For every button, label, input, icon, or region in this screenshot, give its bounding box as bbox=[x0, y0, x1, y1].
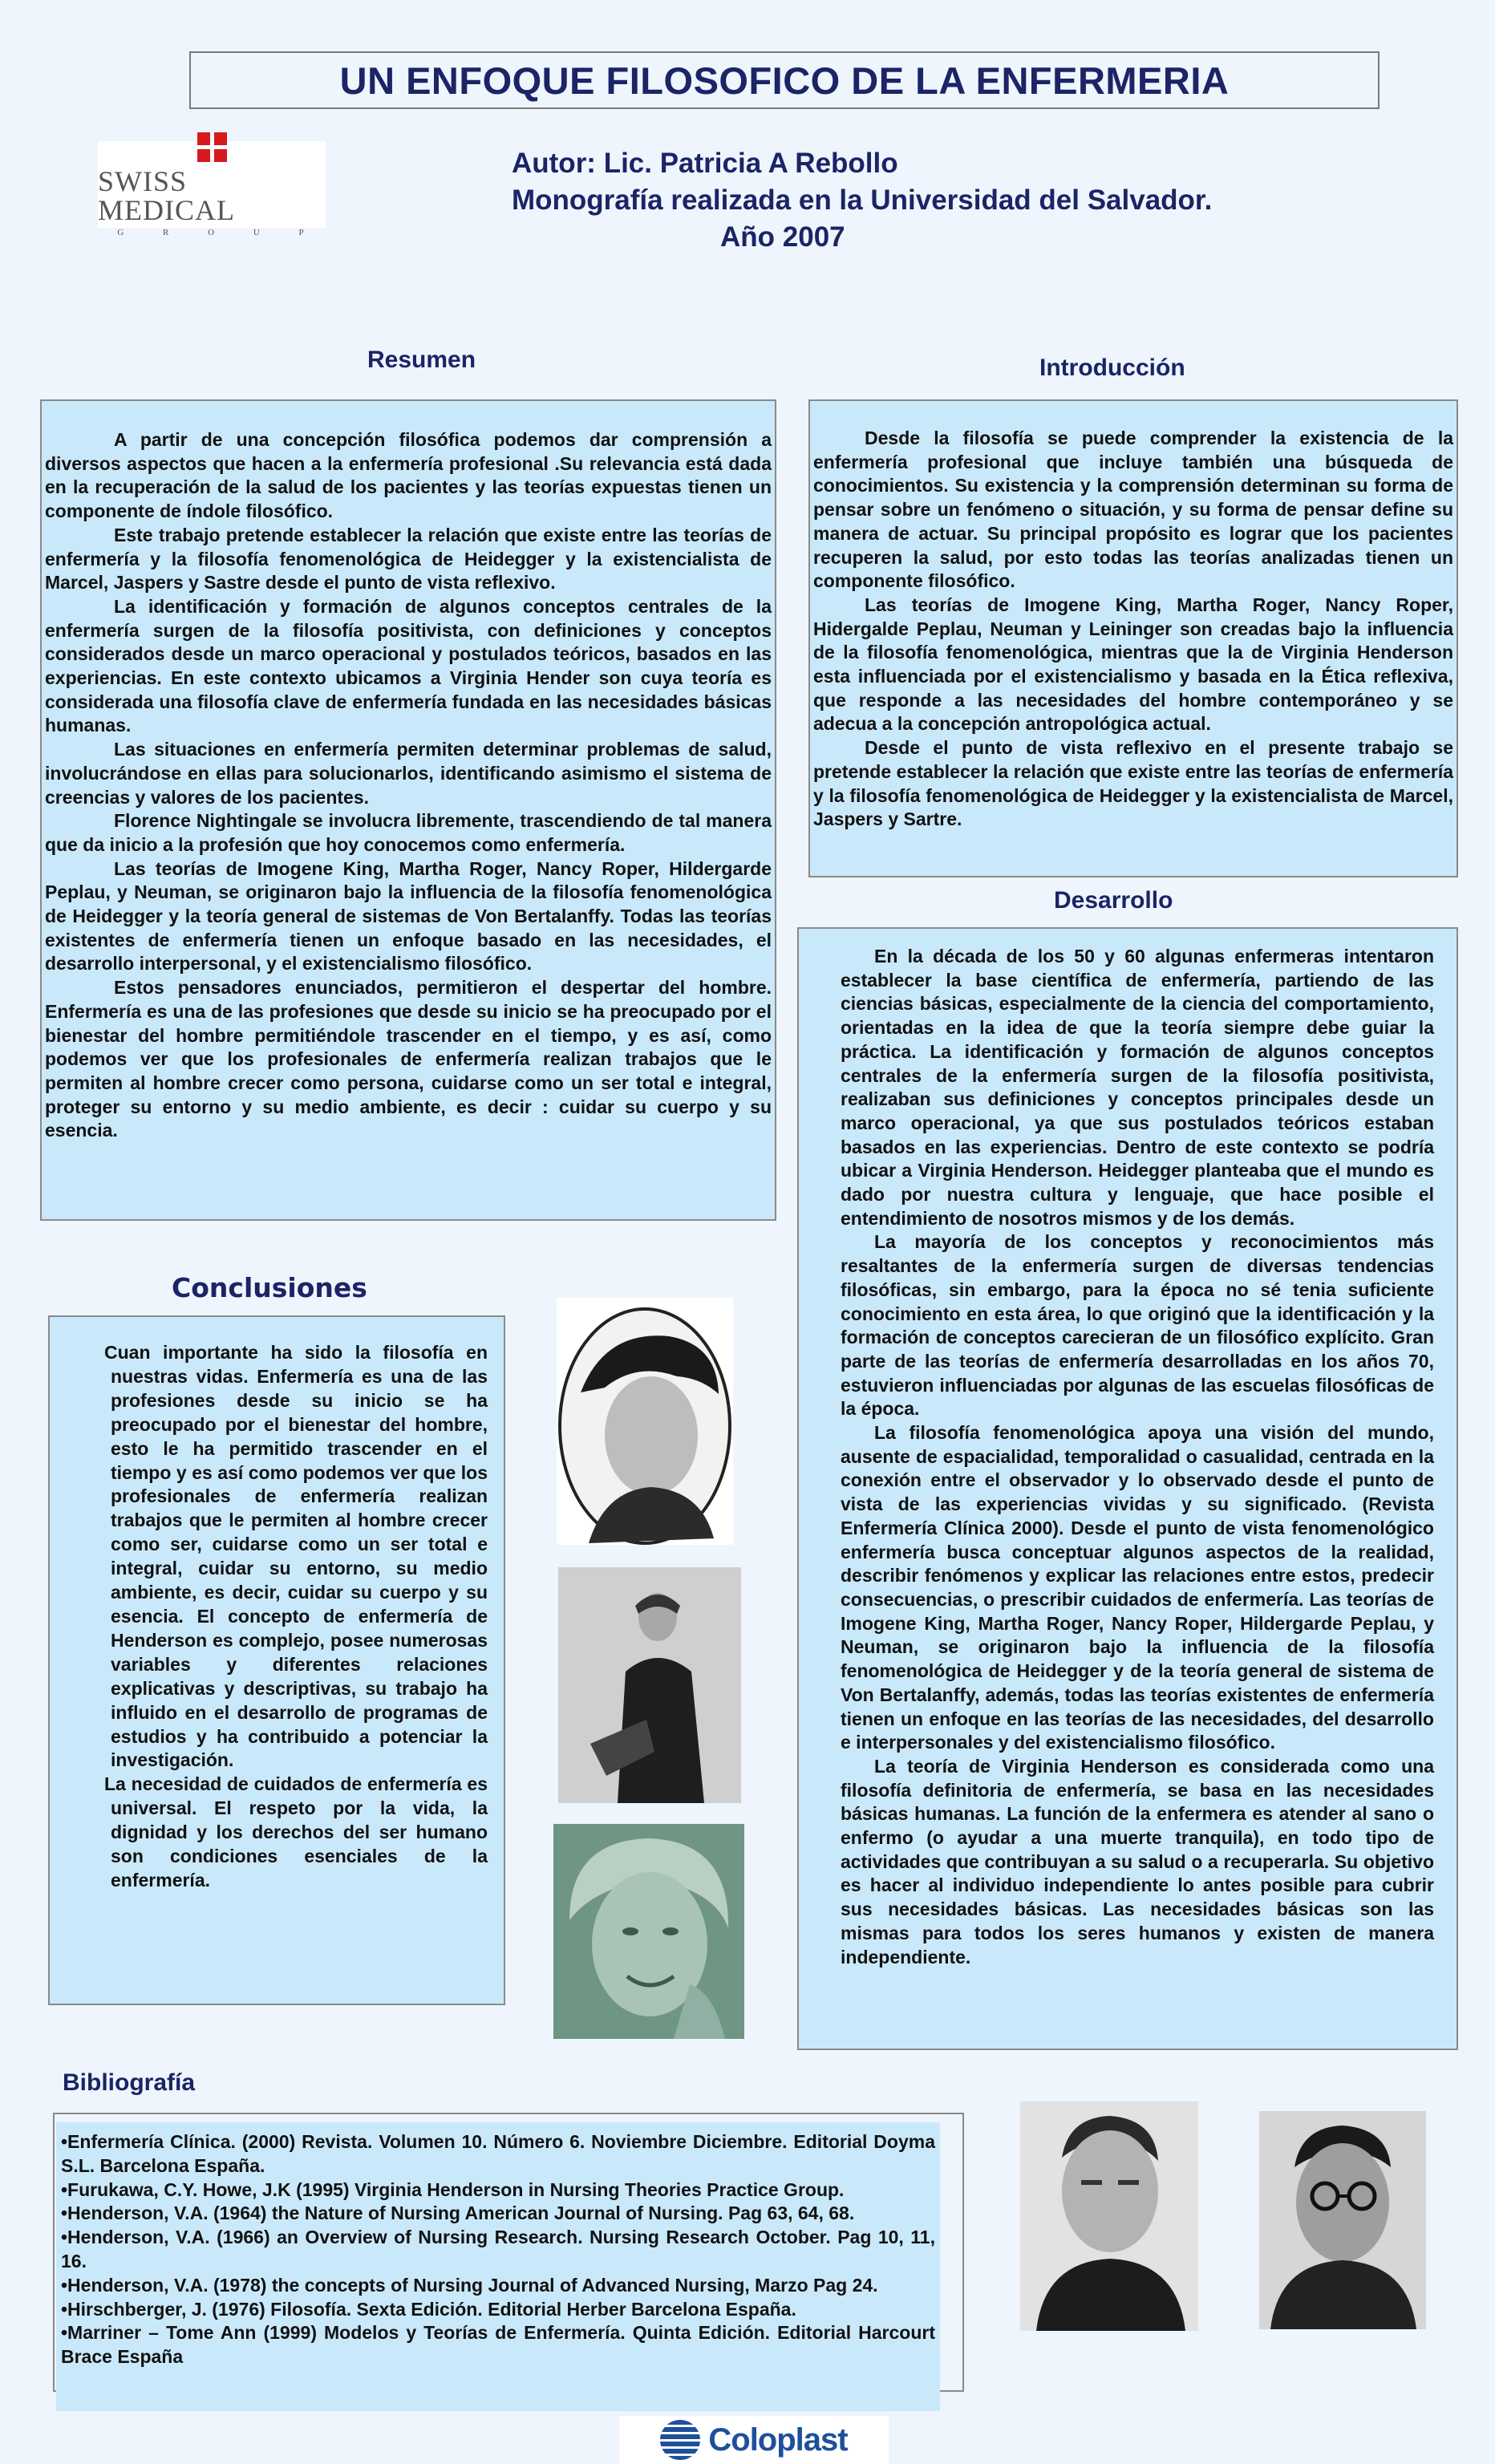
coloplast-wordmark: Coloplast bbox=[708, 2421, 848, 2458]
conclusiones-box bbox=[48, 1315, 505, 2005]
bibliografia-item: •Hirschberger, J. (1976) Filosofía. Sexta Edición. Editorial Herber Barcelona España. bbox=[61, 2298, 796, 2320]
introduccion-paragraph: Las teorías de Imogene King, Martha Roger, Nancy Roper, Hidergalde Peplau, Neuman y Leininger son creadas bajo la influencia de la filosofía fenomenológica, mientras que la de Virginia Henderson esta influenciada por el existencialismo y basada en la Ética reflexiva, que responde a las necesidades del hombre contemporáneo y se adecua a la concepción antropológica actual. bbox=[813, 594, 1453, 735]
resumen-paragraph: Florence Nightingale se involucra libremente, trascendiendo de tal manera que da inicio a la profesión que hoy conocemos como enfermería. bbox=[45, 810, 772, 855]
portrait-man-heidegger-icon bbox=[1020, 2101, 1198, 2331]
title-box bbox=[189, 51, 1380, 109]
desarrollo-paragraph: En la década de los 50 y 60 algunas enfermeras intentaron establecer la base científica de enfermería, partiendo de las ciencias básicas, especialmente de la ciencia del comportamiento, orientadas en la idea de que la teoría siempre debe guiar la práctica. La identificación y formación de algunos conceptos centrales de la enfermería surgen de la filosofía positivista, realizaban sus definiciones y conceptos principales desde un marco operacional, ya que sus postulados teóricos estaban basados en las experiencias. Dentro de este contexto se podría ubicar a Virginia Henderson. Heidegger planteaba que el mundo es dado por nuestra cultura y lenguaje, que hace posible el entendimiento de nosotros mismos y de los demás. bbox=[841, 946, 1434, 1229]
bibliografia-item: •Marriner – Tome Ann (1999) Modelos y Teorías de Enfermería. Quinta Edición. Editorial Harcourt Brace España bbox=[61, 2322, 935, 2368]
introduccion-paragraph: Desde el punto de vista reflexivo en el presente trabajo se pretende establecer la relación que existe entre las teorías de enfermería y la filosofía fenomenológica de Heidegger y la existencialista de Marcel, Jaspers y Sartre. bbox=[813, 737, 1453, 830]
author-institution: Monografía realizada en la Universidad del Salvador. bbox=[512, 184, 1213, 216]
resumen-paragraph: Las teorías de Imogene King, Martha Roger, Nancy Roper, Hildergarde Peplau, y Neuman, se originaron bajo la influencia de la filosofía fenomenológica de Heidegger y la teoría general de sistemas de Von Bertalanffy. Todas las teorías existentes de enfermería tienen un enfoque basado en las necesidades, el desarrollo interpersonal, y el existencialismo filosófico. bbox=[45, 857, 772, 975]
portrait-victorian-woman-icon bbox=[558, 1567, 741, 1803]
resumen-paragraph: La identificación y formación de algunos conceptos centrales de la enfermería surgen de la filosofía positivista, con definiciones y conceptos considerados desde un marco operacional y postulados teóricos, basados en las experiencias. En este contexto ubicamos a Virginia Hender son cuya teoría es considerada una filosofía clave de enfermería fundada en las necesidades básicas humanas. bbox=[45, 595, 772, 736]
bibliografia-frame bbox=[53, 2113, 964, 2392]
desarrollo-heading: Desarrollo bbox=[1054, 887, 1173, 914]
coloplast-globe-icon bbox=[660, 2420, 700, 2460]
desarrollo-paragraph: La teoría de Virginia Henderson es considerada como una filosofía definitoria de enfermería, se basa en las necesidades básicas humanas. La función de la enfermera es atender al sano o enfermo (o ayudar a una muerte tranquila), en todo tipo de actividades que contribuyan a su salud o a recuperarla. Su objetivo es hacer al individuo independiente lo antes posible para cubrir sus necesidades básicas. Las necesidades básicas son las mismas para todos los seres humanos y existen de manera independiente. bbox=[841, 1755, 1434, 1968]
swiss-cross-icon bbox=[197, 132, 227, 162]
resumen-heading: Resumen bbox=[367, 346, 476, 373]
bibliografia-item: •Furukawa, C.Y. Howe, J.K (1995) Virginia Henderson in Nursing Theories Practice Group. bbox=[61, 2178, 845, 2200]
bibliografia-item: •Henderson, V.A. (1978) the concepts of Nursing Journal of Advanced Nursing, Marzo Pag 24. bbox=[61, 2274, 878, 2296]
author-year: Año 2007 bbox=[720, 221, 845, 253]
introduccion-box bbox=[808, 399, 1458, 877]
resumen-paragraph: Estos pensadores enunciados, permitieron el despertar del hombre. Enfermería es una de las profesiones que desde su inicio se ha preocupado por el bienestar del hombre permitiéndole trascender en el tiempo, y es así, como podemos ver que los profesionales de enfermería realizan trabajos que le permiten al hombre crecer como persona, cuidarse como un ser total e integral, proteger su entorno y su medio ambiente, es decir : cuidar su cuerpo y su esencia. bbox=[45, 977, 772, 1141]
resumen-paragraph: Este trabajo pretende establecer la relación que existe entre las teorías de enfermería y la filosofía fenomenológica de Heidegger y la existencialista de Marcel, Jaspers y Sastre desde el punto de vista reflexivo. bbox=[45, 524, 772, 594]
author-name: Autor: Lic. Patricia A Rebollo bbox=[512, 148, 898, 179]
bibliografia-item: •Henderson, V.A. (1966) an Overview of Nursing Research. Nursing Research October. Pag 10, 11, 16. bbox=[61, 2227, 935, 2272]
portrait-smiling-elderly-woman-icon bbox=[553, 1824, 744, 2039]
conclusiones-paragraph: La necesidad de cuidados de enfermería es universal. El respeto por la vida, la dignidad y los derechos del ser humano son condiciones esenciales de la enfermería. bbox=[104, 1773, 488, 1891]
bibliografia-list bbox=[56, 2122, 940, 2411]
resumen-box bbox=[40, 399, 776, 1221]
swiss-medical-group: G R O U P bbox=[117, 227, 322, 237]
bibliografia-item: •Enfermería Clínica. (2000) Revista. Volumen 10. Número 6. Noviembre Diciembre. Editorial Doyma S.L. Barcelona España. bbox=[61, 2131, 935, 2176]
bibliografia-heading: Bibliografía bbox=[63, 2069, 196, 2096]
coloplast-logo bbox=[619, 2416, 889, 2464]
desarrollo-paragraph: La filosofía fenomenológica apoya una visión del mundo, ausente de espacialidad, temporalidad o casualidad, centrada en la conexión entre el observador y lo observado desde el punto de vista de las experiencias vividas y su significado. (Revista Enfermería Clínica 2000). Desde el punto de vista fenomenológico enfermería busca conceptuar algunos aspectos de la realidad, describir fenómenos y explicar las relaciones entre estos, predecir consecuencias, o prescribir cuidados de enfermería. Las teorías de Imogene King, Martha Roger, Nancy Roper, Hildergarde Peplau, y Neuman, se originaron bajo la influencia de la filosofía fenomenológica de Heidegger y de la teoría general de sistema de Von Bertalanffy, además, todas las teorías existentes de enfermería tienen un enfoque en las teorías de las necesidades, del desarrollo e interpersonales y del existencialismo filosófico. bbox=[841, 1422, 1434, 1753]
portrait-elderly-woman-hat-icon bbox=[557, 1298, 733, 1545]
bibliografia-item: •Henderson, V.A. (1964) the Nature of Nursing American Journal of Nursing. Pag 63, 64, 68. bbox=[61, 2203, 855, 2224]
conclusiones-heading: Conclusiones bbox=[172, 1272, 367, 1303]
introduccion-heading: Introducción bbox=[1039, 355, 1185, 381]
introduccion-paragraph: Desde la filosofía se puede comprender la existencia de la enfermería profesional que incluye también una búsqueda de conocimientos. Su existencia y la comprensión determinan su forma de pensar sobre un fenómeno o situación, y su forma de pensar define su manera de actuar. Su principal propósito es lograr que los pacientes recuperen la salud, por esto todas las teorías analizadas tienen un componente filosófico. bbox=[813, 428, 1453, 592]
desarrollo-paragraph: La mayoría de los conceptos y reconocimientos más resaltantes de la enfermería surgen de diversas tendencias filosóficas, sin embargo, para la época no sé tenia suficiente conocimiento en esta área, lo que originó que la identificación y la formación de conceptos carecieran de un filosófico explícito. Gran parte de las teorías de enfermería desarrolladas en los años 70, estuvieron influenciadas por algunas de las escuelas filosóficas de la época. bbox=[841, 1231, 1434, 1420]
resumen-paragraph: A partir de una concepción filosófica podemos dar comprensión a diversos aspectos que hacen a la enfermería profesional .Su relevancia está dada en la recuperación de la salud de los pacientes y las teorías expuestas tienen un componente de índole filosófico. bbox=[45, 429, 772, 522]
swiss-medical-logo bbox=[98, 141, 326, 237]
portrait-man-sartre-icon bbox=[1259, 2111, 1426, 2329]
swiss-medical-wordmark: SWISS MEDICAL bbox=[98, 164, 235, 226]
conclusiones-paragraph: Cuan importante ha sido la filosofía en nuestras vidas. Enfermería es una de las profesiones desde su inicio se ha preocupado por el bienestar del hombre, esto le ha permitido trascender en el tiempo y es así como podemos ver que los profesionales de enfermería realizan trabajos que le permiten al hombre crecer como ser, cuidarse como un ser total e integral, cuidar su entorno, su medio ambiente, es decir, cuidar su cuerpo y su esencia. El concepto de enfermería de Henderson es complejo, posee numerosas variables y diferentes relaciones explicativas y descriptivas, su trabajo ha influido en el desarrollo de programas de estudios y ha contribuido a potenciar la investigación. bbox=[104, 1342, 488, 1771]
resumen-paragraph: Las situaciones en enfermería permiten determinar problemas de salud, involucrándose en ellas para solucionarlos, identificando asimismo el sistema de creencias y valores de los pacientes. bbox=[45, 739, 772, 808]
desarrollo-box bbox=[797, 927, 1458, 2050]
poster-title: UN ENFOQUE FILOSOFICO DE LA ENFERMERIA bbox=[339, 59, 1230, 102]
